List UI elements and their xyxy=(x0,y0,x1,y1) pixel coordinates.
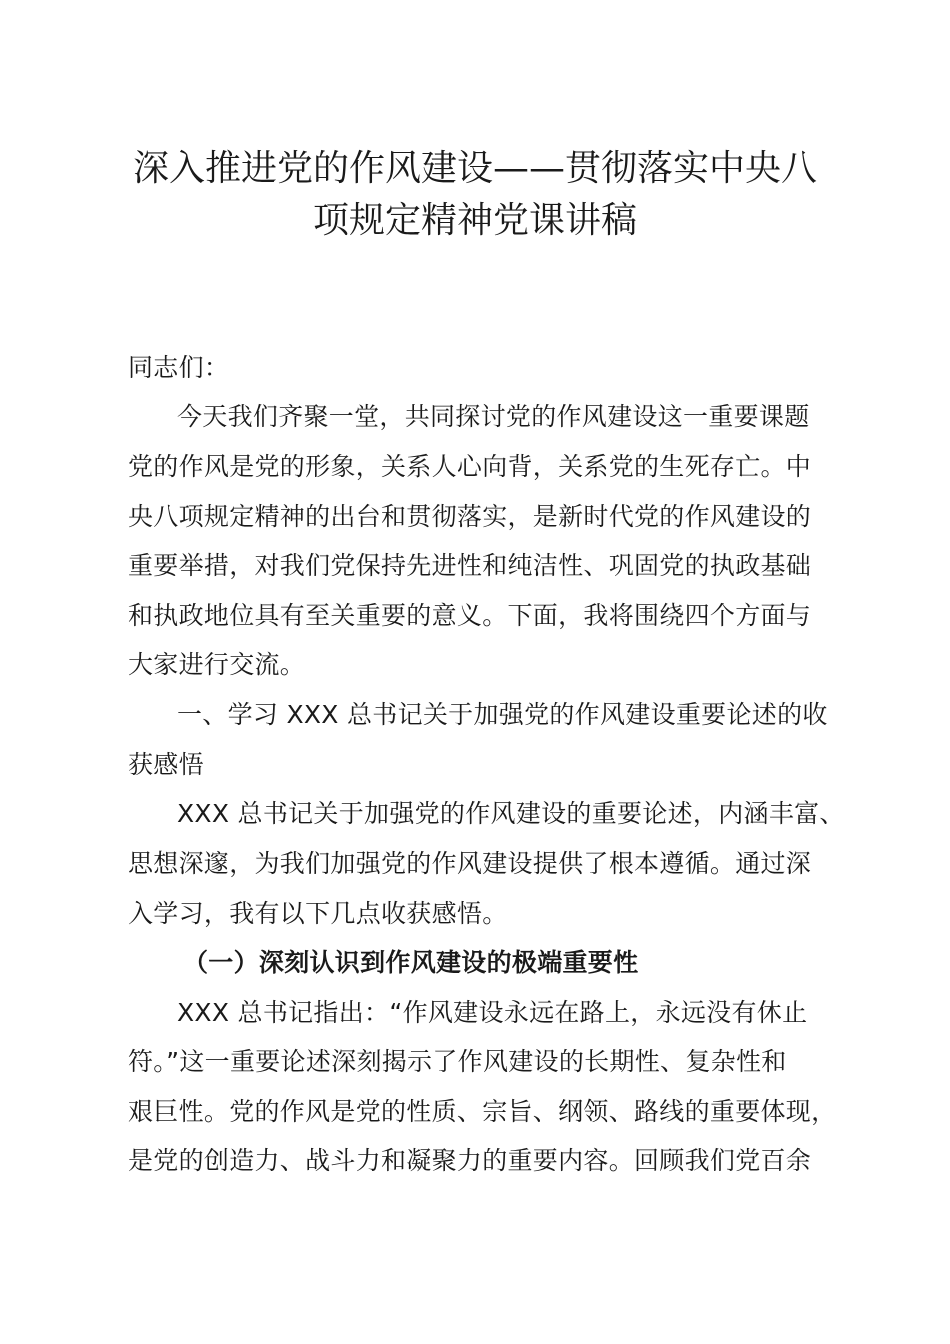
paragraph-line: 党的作风是党的形象，关系人心向背，关系党的生死存亡。中 xyxy=(128,452,812,481)
paragraph-line: XXX 总书记关于加强党的作风建设的重要论述，内涵丰富、 xyxy=(177,799,845,828)
paragraph-line: 是党的创造力、战斗力和凝聚力的重要内容。回顾我们党百余 xyxy=(128,1146,812,1175)
paragraph-line: 重要举措，对我们党保持先进性和纯洁性、巩固党的执政基础 xyxy=(128,551,812,580)
document-title-line-1: 深入推进党的作风建设——贯彻落实中央八 xyxy=(132,148,817,189)
paragraph-line: 央八项规定精神的出台和贯彻落实，是新时代党的作风建设的 xyxy=(128,502,812,531)
paragraph-line: 艰巨性。党的作风是党的性质、宗旨、纲领、路线的重要体现， xyxy=(128,1097,837,1126)
subsection-heading: （一）深刻认识到作风建设的极端重要性 xyxy=(183,948,639,977)
section-heading-line: 获感悟 xyxy=(128,750,204,779)
paragraph-line: 大家进行交流。 xyxy=(128,650,306,679)
section-heading-line: 一、学习 XXX 总书记关于加强党的作风建设重要论述的收 xyxy=(177,700,828,729)
salutation: 同志们： xyxy=(128,353,230,382)
paragraph-line: 入学习，我有以下几点收获感悟。 xyxy=(128,899,508,928)
paragraph-line: XXX 总书记指出：“作风建设永远在路上，永远没有休止 xyxy=(177,998,808,1027)
document-title-line-2: 项规定精神党课讲稿 xyxy=(312,200,637,241)
paragraph-line: 和执政地位具有至关重要的意义。下面，我将围绕四个方面与 xyxy=(128,601,812,630)
paragraph-line: 今天我们齐聚一堂，共同探讨党的作风建设这一重要课题 xyxy=(177,402,810,431)
paragraph-line: 思想深邃，为我们加强党的作风建设提供了根本遵循。通过深 xyxy=(128,849,812,878)
paragraph-line: 符。”这一重要论述深刻揭示了作风建设的长期性、复杂性和 xyxy=(128,1047,787,1076)
